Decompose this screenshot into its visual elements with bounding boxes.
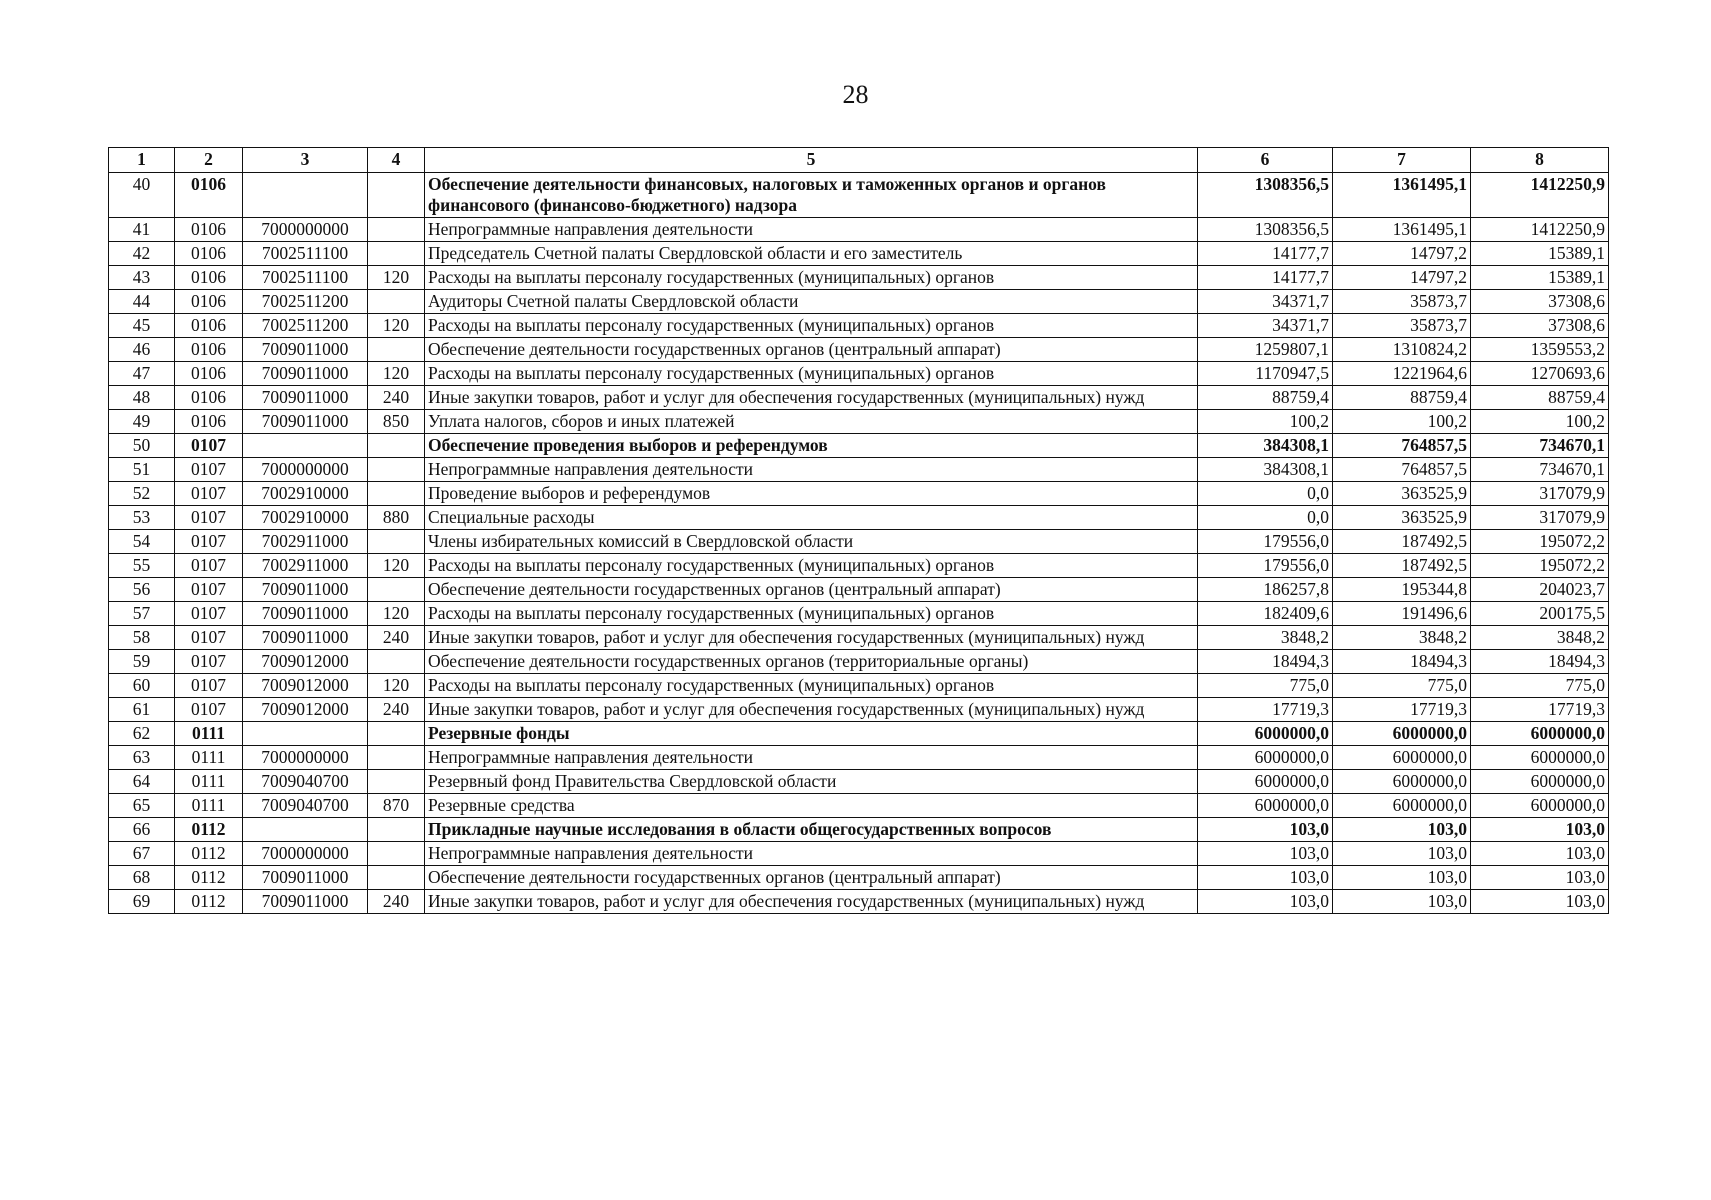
- row-number-cell: 63: [109, 746, 175, 770]
- target-code-cell: [243, 434, 368, 458]
- row-number-cell: 58: [109, 626, 175, 650]
- item-name-cell: Прикладные научные исследования в области общегосударственных вопросов: [425, 818, 1198, 842]
- amount-year1-cell: 6000000,0: [1198, 722, 1333, 746]
- item-name-cell: Непрограммные направления деятельности: [425, 218, 1198, 242]
- target-code-cell: 7009012000: [243, 698, 368, 722]
- target-code-cell: 7009011000: [243, 578, 368, 602]
- amount-year2-cell: 18494,3: [1333, 650, 1471, 674]
- section-code-cell: 0107: [175, 650, 243, 674]
- target-code-cell: 7009011000: [243, 362, 368, 386]
- target-code-cell: 7000000000: [243, 746, 368, 770]
- target-code-cell: 7002910000: [243, 506, 368, 530]
- row-number-cell: 52: [109, 482, 175, 506]
- row-number-cell: 53: [109, 506, 175, 530]
- amount-year3-cell: 6000000,0: [1471, 746, 1609, 770]
- target-code-cell: 7009011000: [243, 602, 368, 626]
- row-number-cell: 67: [109, 842, 175, 866]
- amount-year1-cell: 6000000,0: [1198, 746, 1333, 770]
- amount-year1-cell: 3848,2: [1198, 626, 1333, 650]
- expense-type-cell: 870: [368, 794, 425, 818]
- item-name-cell: Расходы на выплаты персоналу государственных (муниципальных) органов: [425, 362, 1198, 386]
- item-name-cell: Непрограммные направления деятельности: [425, 458, 1198, 482]
- row-number-cell: 54: [109, 530, 175, 554]
- amount-year1-cell: 179556,0: [1198, 554, 1333, 578]
- amount-year1-cell: 103,0: [1198, 866, 1333, 890]
- row-number-cell: 61: [109, 698, 175, 722]
- expense-type-cell: 240: [368, 626, 425, 650]
- amount-year1-cell: 34371,7: [1198, 314, 1333, 338]
- item-name-cell: Расходы на выплаты персоналу государственных (муниципальных) органов: [425, 554, 1198, 578]
- amount-year1-cell: 179556,0: [1198, 530, 1333, 554]
- row-number-cell: 55: [109, 554, 175, 578]
- section-code-cell: 0111: [175, 794, 243, 818]
- expense-type-cell: [368, 242, 425, 266]
- expense-type-cell: 120: [368, 674, 425, 698]
- expense-type-cell: [368, 842, 425, 866]
- amount-year2-cell: 35873,7: [1333, 314, 1471, 338]
- expense-type-cell: 850: [368, 410, 425, 434]
- amount-year2-cell: 3848,2: [1333, 626, 1471, 650]
- amount-year3-cell: 195072,2: [1471, 530, 1609, 554]
- expense-type-cell: [368, 578, 425, 602]
- item-name-cell: Расходы на выплаты персоналу государственных (муниципальных) органов: [425, 314, 1198, 338]
- section-code-cell: 0107: [175, 602, 243, 626]
- table-row: [109, 338, 1609, 362]
- target-code-cell: 7002511100: [243, 266, 368, 290]
- row-number-cell: 43: [109, 266, 175, 290]
- table-row: [109, 218, 1609, 242]
- amount-year1-cell: 384308,1: [1198, 434, 1333, 458]
- section-code-cell: 0112: [175, 890, 243, 914]
- item-name-cell: Иные закупки товаров, работ и услуг для обеспечения государственных (муниципальных) нужд: [425, 626, 1198, 650]
- expense-type-cell: 120: [368, 362, 425, 386]
- amount-year1-cell: 0,0: [1198, 482, 1333, 506]
- amount-year2-cell: 191496,6: [1333, 602, 1471, 626]
- amount-year3-cell: 103,0: [1471, 842, 1609, 866]
- target-code-cell: 7000000000: [243, 218, 368, 242]
- section-code-cell: 0106: [175, 173, 243, 218]
- amount-year1-cell: 1308356,5: [1198, 173, 1333, 218]
- amount-year2-cell: 14797,2: [1333, 242, 1471, 266]
- item-name-cell: Иные закупки товаров, работ и услуг для обеспечения государственных (муниципальных) нужд: [425, 386, 1198, 410]
- target-code-cell: 7009011000: [243, 626, 368, 650]
- section-code-cell: 0112: [175, 842, 243, 866]
- table-row: [109, 314, 1609, 338]
- table-row: [109, 578, 1609, 602]
- amount-year2-cell: 1361495,1: [1333, 218, 1471, 242]
- expense-type-cell: [368, 290, 425, 314]
- amount-year2-cell: 88759,4: [1333, 386, 1471, 410]
- amount-year2-cell: 764857,5: [1333, 434, 1471, 458]
- amount-year2-cell: 103,0: [1333, 866, 1471, 890]
- table-row: [109, 482, 1609, 506]
- amount-year1-cell: 1259807,1: [1198, 338, 1333, 362]
- amount-year2-cell: 6000000,0: [1333, 770, 1471, 794]
- section-code-cell: 0106: [175, 410, 243, 434]
- row-number-cell: 60: [109, 674, 175, 698]
- amount-year1-cell: 14177,7: [1198, 266, 1333, 290]
- row-number-cell: 65: [109, 794, 175, 818]
- row-number-cell: 66: [109, 818, 175, 842]
- table-row: [109, 362, 1609, 386]
- amount-year3-cell: 6000000,0: [1471, 722, 1609, 746]
- amount-year3-cell: 1412250,9: [1471, 218, 1609, 242]
- expense-type-cell: 120: [368, 602, 425, 626]
- amount-year2-cell: 1310824,2: [1333, 338, 1471, 362]
- amount-year1-cell: 88759,4: [1198, 386, 1333, 410]
- table-row: [109, 434, 1609, 458]
- expense-type-cell: [368, 866, 425, 890]
- table-row: [109, 698, 1609, 722]
- row-number-cell: 47: [109, 362, 175, 386]
- target-code-cell: 7009011000: [243, 890, 368, 914]
- section-code-cell: 0111: [175, 722, 243, 746]
- table-row: [109, 818, 1609, 842]
- amount-year2-cell: 775,0: [1333, 674, 1471, 698]
- section-code-cell: 0106: [175, 266, 243, 290]
- row-number-cell: 45: [109, 314, 175, 338]
- amount-year3-cell: 1412250,9: [1471, 173, 1609, 218]
- amount-year3-cell: 775,0: [1471, 674, 1609, 698]
- item-name-cell: Аудиторы Счетной палаты Свердловской области: [425, 290, 1198, 314]
- row-number-cell: 49: [109, 410, 175, 434]
- table-row: [109, 866, 1609, 890]
- item-name-cell: Резервные средства: [425, 794, 1198, 818]
- expense-type-cell: [368, 482, 425, 506]
- expense-type-cell: [368, 530, 425, 554]
- column-header: 4: [368, 148, 425, 173]
- row-number-cell: 51: [109, 458, 175, 482]
- amount-year2-cell: 6000000,0: [1333, 722, 1471, 746]
- target-code-cell: 7009040700: [243, 794, 368, 818]
- amount-year3-cell: 6000000,0: [1471, 794, 1609, 818]
- amount-year3-cell: 88759,4: [1471, 386, 1609, 410]
- amount-year3-cell: 37308,6: [1471, 290, 1609, 314]
- table-row: [109, 290, 1609, 314]
- budget-table: [108, 147, 1609, 914]
- amount-year2-cell: 100,2: [1333, 410, 1471, 434]
- item-name-cell: Резервные фонды: [425, 722, 1198, 746]
- page-number: 28: [842, 80, 869, 109]
- section-code-cell: 0112: [175, 818, 243, 842]
- row-number-cell: 69: [109, 890, 175, 914]
- target-code-cell: 7009012000: [243, 674, 368, 698]
- amount-year2-cell: 103,0: [1333, 842, 1471, 866]
- amount-year1-cell: 186257,8: [1198, 578, 1333, 602]
- expense-type-cell: [368, 722, 425, 746]
- item-name-cell: Обеспечение проведения выборов и референдумов: [425, 434, 1198, 458]
- section-code-cell: 0106: [175, 242, 243, 266]
- row-number-cell: 41: [109, 218, 175, 242]
- row-number-cell: 64: [109, 770, 175, 794]
- row-number-cell: 50: [109, 434, 175, 458]
- target-code-cell: 7002511200: [243, 290, 368, 314]
- amount-year3-cell: 317079,9: [1471, 482, 1609, 506]
- amount-year3-cell: 17719,3: [1471, 698, 1609, 722]
- amount-year3-cell: 103,0: [1471, 818, 1609, 842]
- amount-year3-cell: 100,2: [1471, 410, 1609, 434]
- item-name-cell: Уплата налогов, сборов и иных платежей: [425, 410, 1198, 434]
- amount-year3-cell: 15389,1: [1471, 266, 1609, 290]
- target-code-cell: 7009011000: [243, 410, 368, 434]
- amount-year2-cell: 363525,9: [1333, 482, 1471, 506]
- column-header: 6: [1198, 148, 1333, 173]
- table-row: [109, 626, 1609, 650]
- table-row: [109, 794, 1609, 818]
- amount-year3-cell: 734670,1: [1471, 458, 1609, 482]
- item-name-cell: Непрограммные направления деятельности: [425, 746, 1198, 770]
- amount-year3-cell: 195072,2: [1471, 554, 1609, 578]
- table-row: [109, 842, 1609, 866]
- amount-year2-cell: 6000000,0: [1333, 794, 1471, 818]
- target-code-cell: 7002910000: [243, 482, 368, 506]
- expense-type-cell: [368, 746, 425, 770]
- section-code-cell: 0106: [175, 290, 243, 314]
- item-name-cell: Иные закупки товаров, работ и услуг для обеспечения государственных (муниципальных) нужд: [425, 698, 1198, 722]
- table-row: [109, 242, 1609, 266]
- expense-type-cell: [368, 173, 425, 218]
- section-code-cell: 0107: [175, 506, 243, 530]
- table-row: [109, 173, 1609, 218]
- column-header: 3: [243, 148, 368, 173]
- table-row: [109, 554, 1609, 578]
- target-code-cell: 7000000000: [243, 458, 368, 482]
- row-number-cell: 44: [109, 290, 175, 314]
- expense-type-cell: [368, 338, 425, 362]
- section-code-cell: 0107: [175, 674, 243, 698]
- item-name-cell: Обеспечение деятельности государственных органов (центральный аппарат): [425, 866, 1198, 890]
- expense-type-cell: 120: [368, 314, 425, 338]
- row-number-cell: 62: [109, 722, 175, 746]
- column-header: 8: [1471, 148, 1609, 173]
- amount-year1-cell: 6000000,0: [1198, 794, 1333, 818]
- section-code-cell: 0111: [175, 746, 243, 770]
- amount-year1-cell: 384308,1: [1198, 458, 1333, 482]
- section-code-cell: 0107: [175, 434, 243, 458]
- section-code-cell: 0107: [175, 482, 243, 506]
- amount-year2-cell: 187492,5: [1333, 530, 1471, 554]
- table-row: [109, 674, 1609, 698]
- amount-year3-cell: 1359553,2: [1471, 338, 1609, 362]
- amount-year1-cell: 0,0: [1198, 506, 1333, 530]
- target-code-cell: 7000000000: [243, 842, 368, 866]
- item-name-cell: Расходы на выплаты персоналу государственных (муниципальных) органов: [425, 674, 1198, 698]
- table-row: [109, 770, 1609, 794]
- amount-year3-cell: 37308,6: [1471, 314, 1609, 338]
- section-code-cell: 0107: [175, 458, 243, 482]
- table-row: [109, 386, 1609, 410]
- amount-year2-cell: 363525,9: [1333, 506, 1471, 530]
- amount-year1-cell: 14177,7: [1198, 242, 1333, 266]
- amount-year1-cell: 1170947,5: [1198, 362, 1333, 386]
- amount-year2-cell: 1361495,1: [1333, 173, 1471, 218]
- item-name-cell: Члены избирательных комиссий в Свердловской области: [425, 530, 1198, 554]
- amount-year3-cell: 15389,1: [1471, 242, 1609, 266]
- amount-year3-cell: 103,0: [1471, 866, 1609, 890]
- row-number-cell: 40: [109, 173, 175, 218]
- target-code-cell: 7002511200: [243, 314, 368, 338]
- amount-year3-cell: 200175,5: [1471, 602, 1609, 626]
- expense-type-cell: 240: [368, 698, 425, 722]
- target-code-cell: 7002911000: [243, 554, 368, 578]
- amount-year2-cell: 103,0: [1333, 818, 1471, 842]
- row-number-cell: 42: [109, 242, 175, 266]
- table-row: [109, 410, 1609, 434]
- amount-year2-cell: 1221964,6: [1333, 362, 1471, 386]
- amount-year2-cell: 187492,5: [1333, 554, 1471, 578]
- target-code-cell: 7009012000: [243, 650, 368, 674]
- amount-year3-cell: 204023,7: [1471, 578, 1609, 602]
- target-code-cell: 7009011000: [243, 866, 368, 890]
- item-name-cell: Расходы на выплаты персоналу государственных (муниципальных) органов: [425, 602, 1198, 626]
- item-name-cell: Обеспечение деятельности государственных органов (центральный аппарат): [425, 578, 1198, 602]
- amount-year2-cell: 14797,2: [1333, 266, 1471, 290]
- table-row: [109, 266, 1609, 290]
- table-header-row: [109, 148, 1609, 173]
- amount-year2-cell: 103,0: [1333, 890, 1471, 914]
- section-code-cell: 0106: [175, 338, 243, 362]
- amount-year1-cell: 775,0: [1198, 674, 1333, 698]
- section-code-cell: 0106: [175, 386, 243, 410]
- expense-type-cell: 120: [368, 554, 425, 578]
- amount-year1-cell: 103,0: [1198, 842, 1333, 866]
- table-row: [109, 746, 1609, 770]
- target-code-cell: 7002911000: [243, 530, 368, 554]
- item-name-cell: Резервный фонд Правительства Свердловской области: [425, 770, 1198, 794]
- column-header: 7: [1333, 148, 1471, 173]
- amount-year1-cell: 103,0: [1198, 818, 1333, 842]
- item-name-cell: Иные закупки товаров, работ и услуг для обеспечения государственных (муниципальных) нужд: [425, 890, 1198, 914]
- target-code-cell: [243, 818, 368, 842]
- amount-year1-cell: 17719,3: [1198, 698, 1333, 722]
- amount-year3-cell: 3848,2: [1471, 626, 1609, 650]
- amount-year1-cell: 1308356,5: [1198, 218, 1333, 242]
- amount-year3-cell: 317079,9: [1471, 506, 1609, 530]
- target-code-cell: [243, 173, 368, 218]
- item-name-cell: Председатель Счетной палаты Свердловской области и его заместитель: [425, 242, 1198, 266]
- amount-year2-cell: 6000000,0: [1333, 746, 1471, 770]
- item-name-cell: Обеспечение деятельности государственных органов (центральный аппарат): [425, 338, 1198, 362]
- column-header: 1: [109, 148, 175, 173]
- amount-year3-cell: 734670,1: [1471, 434, 1609, 458]
- expense-type-cell: [368, 434, 425, 458]
- target-code-cell: 7002511100: [243, 242, 368, 266]
- row-number-cell: 59: [109, 650, 175, 674]
- table-row: [109, 458, 1609, 482]
- expense-type-cell: [368, 218, 425, 242]
- section-code-cell: 0107: [175, 530, 243, 554]
- row-number-cell: 46: [109, 338, 175, 362]
- section-code-cell: 0111: [175, 770, 243, 794]
- table-row: [109, 530, 1609, 554]
- section-code-cell: 0106: [175, 362, 243, 386]
- amount-year2-cell: 764857,5: [1333, 458, 1471, 482]
- expense-type-cell: [368, 458, 425, 482]
- expense-type-cell: 240: [368, 890, 425, 914]
- table-row: [109, 890, 1609, 914]
- section-code-cell: 0112: [175, 866, 243, 890]
- amount-year3-cell: 18494,3: [1471, 650, 1609, 674]
- item-name-cell: Непрограммные направления деятельности: [425, 842, 1198, 866]
- amount-year2-cell: 35873,7: [1333, 290, 1471, 314]
- section-code-cell: 0107: [175, 626, 243, 650]
- item-name-cell: Проведение выборов и референдумов: [425, 482, 1198, 506]
- amount-year2-cell: 17719,3: [1333, 698, 1471, 722]
- row-number-cell: 56: [109, 578, 175, 602]
- section-code-cell: 0107: [175, 578, 243, 602]
- target-code-cell: 7009011000: [243, 386, 368, 410]
- expense-type-cell: [368, 818, 425, 842]
- section-code-cell: 0107: [175, 554, 243, 578]
- expense-type-cell: [368, 650, 425, 674]
- amount-year3-cell: 1270693,6: [1471, 362, 1609, 386]
- amount-year1-cell: 6000000,0: [1198, 770, 1333, 794]
- item-name-cell: Специальные расходы: [425, 506, 1198, 530]
- target-code-cell: 7009011000: [243, 338, 368, 362]
- table-row: [109, 722, 1609, 746]
- expense-type-cell: 240: [368, 386, 425, 410]
- section-code-cell: 0106: [175, 314, 243, 338]
- amount-year1-cell: 100,2: [1198, 410, 1333, 434]
- column-header: 2: [175, 148, 243, 173]
- target-code-cell: 7009040700: [243, 770, 368, 794]
- target-code-cell: [243, 722, 368, 746]
- amount-year1-cell: 182409,6: [1198, 602, 1333, 626]
- row-number-cell: 57: [109, 602, 175, 626]
- row-number-cell: 48: [109, 386, 175, 410]
- amount-year2-cell: 195344,8: [1333, 578, 1471, 602]
- item-name-cell: Расходы на выплаты персоналу государственных (муниципальных) органов: [425, 266, 1198, 290]
- section-code-cell: 0106: [175, 218, 243, 242]
- expense-type-cell: [368, 770, 425, 794]
- column-header: 5: [425, 148, 1198, 173]
- expense-type-cell: 880: [368, 506, 425, 530]
- table-body: [109, 173, 1609, 914]
- amount-year3-cell: 6000000,0: [1471, 770, 1609, 794]
- item-name-cell: Обеспечение деятельности финансовых, налоговых и таможенных органов и органов финансового (финансово-бюджетного) надзора: [425, 173, 1198, 218]
- table-row: [109, 650, 1609, 674]
- item-name-cell: Обеспечение деятельности государственных органов (территориальные органы): [425, 650, 1198, 674]
- amount-year1-cell: 103,0: [1198, 890, 1333, 914]
- amount-year1-cell: 18494,3: [1198, 650, 1333, 674]
- row-number-cell: 68: [109, 866, 175, 890]
- amount-year1-cell: 34371,7: [1198, 290, 1333, 314]
- table-row: [109, 602, 1609, 626]
- amount-year3-cell: 103,0: [1471, 890, 1609, 914]
- expense-type-cell: 120: [368, 266, 425, 290]
- section-code-cell: 0107: [175, 698, 243, 722]
- table-row: [109, 506, 1609, 530]
